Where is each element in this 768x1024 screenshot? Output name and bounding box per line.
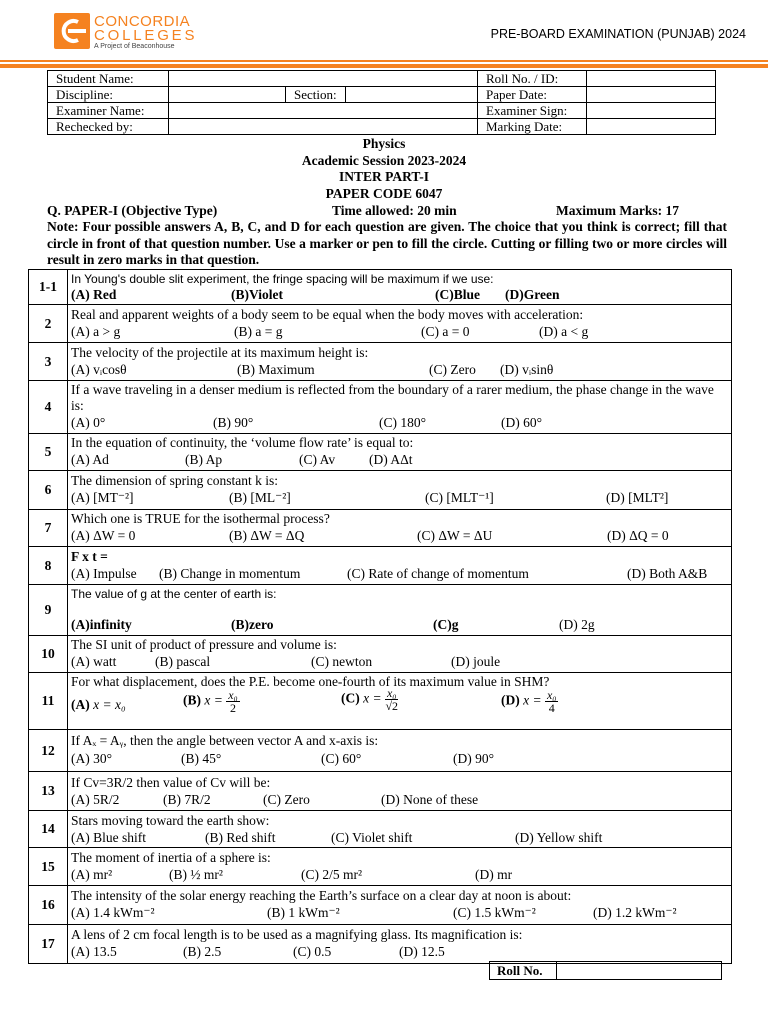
option-b[interactable]: (B)Violet (231, 287, 283, 302)
option-d-label: (D) (501, 692, 520, 708)
logo-mark-icon (54, 13, 90, 49)
option-b[interactable]: (B) 1 kWm⁻² (267, 905, 340, 920)
option-a[interactable]: (A)infinity (71, 617, 132, 632)
question-text: If Cv=3R/2 then value of Cv will be: (71, 775, 271, 790)
option-c[interactable]: (C) Violet shift (331, 830, 413, 845)
question-number: 9 (29, 585, 68, 635)
fraction (226, 689, 240, 714)
max-marks: Maximum Marks: 17 (556, 203, 679, 218)
student-name-field[interactable] (169, 71, 478, 87)
discipline-field[interactable] (169, 87, 286, 103)
question-text: The value of g at the center of earth is: (71, 587, 277, 601)
question-row (29, 585, 732, 636)
header-rule (0, 60, 768, 62)
option-d[interactable]: (D) joule (451, 654, 501, 669)
option-c[interactable]: (C) 60° (321, 751, 362, 766)
question-text: Real and apparent weights of a body seem to be equal when the body moves with acceleration: (71, 307, 584, 322)
denominator: √2 (385, 699, 399, 713)
question-row (29, 673, 732, 730)
question-text: Which one is TRUE for the isothermal process? (71, 511, 330, 526)
time-allowed: Time allowed: 20 min (332, 203, 457, 218)
option-a[interactable]: (A) watt (71, 654, 117, 669)
section-label: Section: (286, 87, 346, 103)
question-number: 1-1 (29, 270, 68, 304)
paper-code: PAPER CODE 6047 (325, 185, 443, 201)
question-row (29, 305, 732, 343)
option-c[interactable]: (C) [MLT⁻¹] (425, 490, 494, 505)
header-rule-thick (0, 64, 768, 68)
option-d[interactable]: (D)Green (505, 287, 560, 302)
option-a[interactable]: (A) [MT⁻²] (71, 490, 134, 505)
rechecked-by-field[interactable] (169, 119, 478, 135)
question-row (29, 471, 732, 510)
option-b[interactable]: (B) 45° (181, 751, 222, 766)
question-number: 4 (29, 381, 68, 433)
part-title: INTER PART-I (339, 169, 429, 184)
paper-heading (0, 136, 768, 202)
question-number: 2 (29, 305, 68, 342)
paper-date-field[interactable] (587, 87, 716, 103)
question-text: If Aₓ = Aᵧ, then the angle between vector A and x-axis is: (71, 733, 379, 748)
option-b[interactable]: (B) Change in momentum (159, 566, 301, 581)
option-c-expr: x = (363, 690, 382, 706)
student-name-label: Student Name: (48, 71, 169, 87)
student-info-table (47, 70, 716, 135)
option-d[interactable]: (D) a < g (539, 324, 589, 339)
option-c[interactable]: (C) 2/5 mr² (301, 867, 363, 882)
marking-date-label: Marking Date: (478, 119, 587, 135)
option-d[interactable] (501, 689, 558, 714)
roll-no-field[interactable] (587, 71, 716, 87)
option-d[interactable]: (D) Yellow shift (515, 830, 603, 845)
question-row (29, 270, 732, 305)
option-d[interactable]: (D) 12.5 (399, 944, 445, 959)
option-d[interactable]: (D) 1.2 kWm⁻² (593, 905, 677, 920)
denominator: 2 (229, 701, 236, 715)
page-header (0, 0, 768, 70)
option-b[interactable]: (B) a = g (234, 324, 283, 339)
option-c[interactable]: (C) 1.5 kWm⁻² (453, 905, 536, 920)
option-d[interactable]: (D) [MLT²] (606, 490, 669, 505)
section-field[interactable] (345, 87, 477, 103)
numerator: x₀ (546, 688, 557, 702)
option-b[interactable]: (B) ½ mr² (169, 867, 223, 882)
option-c[interactable]: (C)g (433, 617, 459, 632)
option-a[interactable]: (A) 0° (71, 415, 106, 430)
question-number: 5 (29, 434, 68, 470)
question-number: 16 (29, 886, 68, 924)
question-number: 3 (29, 343, 68, 380)
question-text: The SI unit of product of pressure and volume is: (71, 637, 337, 652)
question-number: 12 (29, 730, 68, 771)
numerator: x₀ (386, 686, 397, 700)
fraction (545, 689, 559, 714)
option-d[interactable]: (D) 60° (501, 415, 543, 430)
option-c[interactable]: (C) Zero (429, 362, 476, 377)
session-title: Academic Session 2023-2024 (301, 152, 467, 168)
examiner-name-field[interactable] (169, 103, 478, 119)
option-a[interactable]: (A) Impulse (71, 566, 137, 581)
option-b-expr: x = (204, 692, 223, 708)
question-row (29, 811, 732, 848)
option-b[interactable]: (B)zero (231, 617, 274, 632)
option-c-label: (C) (341, 690, 360, 706)
question-text: In Young's double slit experiment, the fringe spacing will be maximum if we use: (71, 272, 494, 286)
question-row (29, 547, 732, 585)
option-d[interactable]: (D) None of these (381, 792, 479, 807)
option-a[interactable]: (A) Ad (71, 452, 109, 467)
option-c[interactable]: (C) newton (311, 654, 373, 669)
option-d[interactable]: (D) Both A&B (627, 566, 708, 581)
question-number: 6 (29, 471, 68, 509)
question-text: A lens of 2 cm focal length is to be used as a magnifying glass. Its magnification is: (71, 927, 523, 942)
question-text: Stars moving toward the earth show: (71, 813, 270, 828)
question-row (29, 381, 732, 434)
option-c[interactable] (341, 687, 398, 712)
instructions-note: Note: Four possible answers A, B, C, and D for each question are given. The choice that you think is correct; fill that circle in front of that question number. Use a marker or pen to fill the circle. Cutting or filling two or more circles will result in zero marks in that question. (47, 219, 727, 267)
option-b[interactable] (183, 689, 240, 714)
option-a[interactable]: (A) 30° (71, 751, 113, 766)
option-b-label: (B) (183, 692, 201, 708)
option-d[interactable]: (D) mr (475, 867, 513, 882)
question-text: If a wave traveling in a denser medium is reflected from the boundary of a rarer medium, the phase change in the wave is: (71, 382, 714, 413)
question-number: 11 (29, 673, 68, 729)
question-text: The moment of inertia of a sphere is: (71, 850, 271, 865)
option-d[interactable]: (D) vᵢsinθ (500, 362, 554, 377)
question-number: 17 (29, 925, 68, 963)
question-number: 14 (29, 811, 68, 847)
option-a[interactable]: (A) 5R/2 (71, 792, 120, 807)
question-text: In the equation of continuity, the ‘volume flow rate’ is equal to: (71, 435, 414, 450)
roll-no-footer-field[interactable] (556, 962, 557, 979)
option-a[interactable]: (A) mr² (71, 867, 113, 882)
option-a-expr: x = x₀ (93, 697, 126, 712)
option-b[interactable]: (B) Maximum (237, 362, 315, 377)
paper-date-label: Paper Date: (478, 87, 587, 103)
option-b[interactable]: (B) 90° (213, 415, 254, 430)
examiner-name-label: Examiner Name: (48, 103, 169, 119)
examiner-sign-label: Examiner Sign: (478, 103, 587, 119)
option-d-expr: x = (523, 692, 542, 708)
question-text: The velocity of the projectile at its maximum height is: (71, 345, 369, 360)
option-c[interactable]: (C) 180° (379, 415, 427, 430)
exam-title: PRE-BOARD EXAMINATION (PUNJAB) 2024 (490, 27, 746, 41)
footer-roll-no (489, 961, 722, 980)
option-a[interactable]: (A) 1.4 kWm⁻² (71, 905, 155, 920)
option-d[interactable]: (D) ΔQ = 0 (607, 528, 669, 543)
denominator: 4 (548, 701, 555, 715)
option-a[interactable]: (A) ΔW = 0 (71, 528, 136, 543)
numerator: x₀ (228, 688, 238, 702)
question-number: 13 (29, 772, 68, 810)
question-number: 8 (29, 547, 68, 584)
question-text: The dimension of spring constant k is: (71, 473, 278, 488)
question-row (29, 343, 732, 381)
option-b[interactable]: (B) 2.5 (183, 944, 222, 959)
question-row (29, 886, 732, 925)
question-row (29, 510, 732, 547)
question-text: F x t = (71, 549, 108, 564)
option-b[interactable]: (B) Red shift (205, 830, 276, 845)
question-text: For what displacement, does the P.E. become one-fourth of its maximum value in SHM? (71, 674, 550, 689)
logo-text-concordia: CONCORDIA (94, 13, 191, 30)
question-number: 15 (29, 848, 68, 885)
question-row (29, 730, 732, 772)
option-d[interactable]: (D) AΔt (369, 452, 413, 467)
marking-date-field[interactable] (587, 119, 716, 135)
question-row (29, 848, 732, 886)
logo-tagline: A Project of Beaconhouse (94, 43, 175, 50)
option-a[interactable]: (A) 13.5 (71, 944, 117, 959)
logo-text-colleges: COLLEGES (94, 27, 198, 44)
option-d[interactable]: (D) 2g (559, 617, 595, 632)
question-row (29, 772, 732, 811)
option-b[interactable]: (B) pascal (155, 654, 211, 669)
roll-no-label: Roll No. / ID: (478, 71, 587, 87)
rechecked-by-label: Rechecked by: (48, 119, 169, 135)
option-c[interactable]: (C) Av (299, 452, 336, 467)
question-row (29, 434, 732, 471)
option-c[interactable]: (C) Rate of change of momentum (347, 566, 529, 581)
option-d[interactable]: (D) 90° (453, 751, 495, 766)
fraction (385, 687, 399, 712)
option-c[interactable]: (C) Zero (263, 792, 310, 807)
questions-table (28, 269, 732, 964)
option-a[interactable] (71, 697, 126, 713)
roll-no-footer-label: Roll No. (497, 963, 543, 978)
paper-type: Q. PAPER-I (Objective Type) (47, 203, 218, 218)
option-b[interactable]: (B) 7R/2 (163, 792, 211, 807)
option-a[interactable]: (A) a > g (71, 324, 121, 339)
option-a[interactable]: (A) Blue shift (71, 830, 146, 845)
option-c[interactable]: (C)Blue (435, 287, 480, 302)
option-a[interactable]: (A) vᵢcosθ (71, 362, 127, 377)
examiner-sign-field[interactable] (587, 103, 716, 119)
option-c[interactable]: (C) 0.5 (293, 944, 332, 959)
option-a-label: (A) (71, 697, 90, 712)
question-row (29, 636, 732, 673)
option-c[interactable]: (C) ΔW = ΔU (417, 528, 493, 543)
option-b[interactable]: (B) ΔW = ΔQ (229, 528, 305, 543)
question-number: 7 (29, 510, 68, 546)
option-b[interactable]: (B) Ap (185, 452, 223, 467)
college-logo (54, 13, 214, 53)
question-text: The intensity of the solar energy reaching the Earth’s surface on a clear day at noon is about: (71, 888, 572, 903)
question-row (29, 925, 732, 964)
option-c[interactable]: (C) a = 0 (421, 324, 470, 339)
subject-title: Physics (362, 136, 406, 151)
question-number: 10 (29, 636, 68, 672)
option-a[interactable]: (A) Red (71, 287, 117, 302)
discipline-label: Discipline: (48, 87, 169, 103)
option-b[interactable]: (B) [ML⁻²] (229, 490, 291, 505)
